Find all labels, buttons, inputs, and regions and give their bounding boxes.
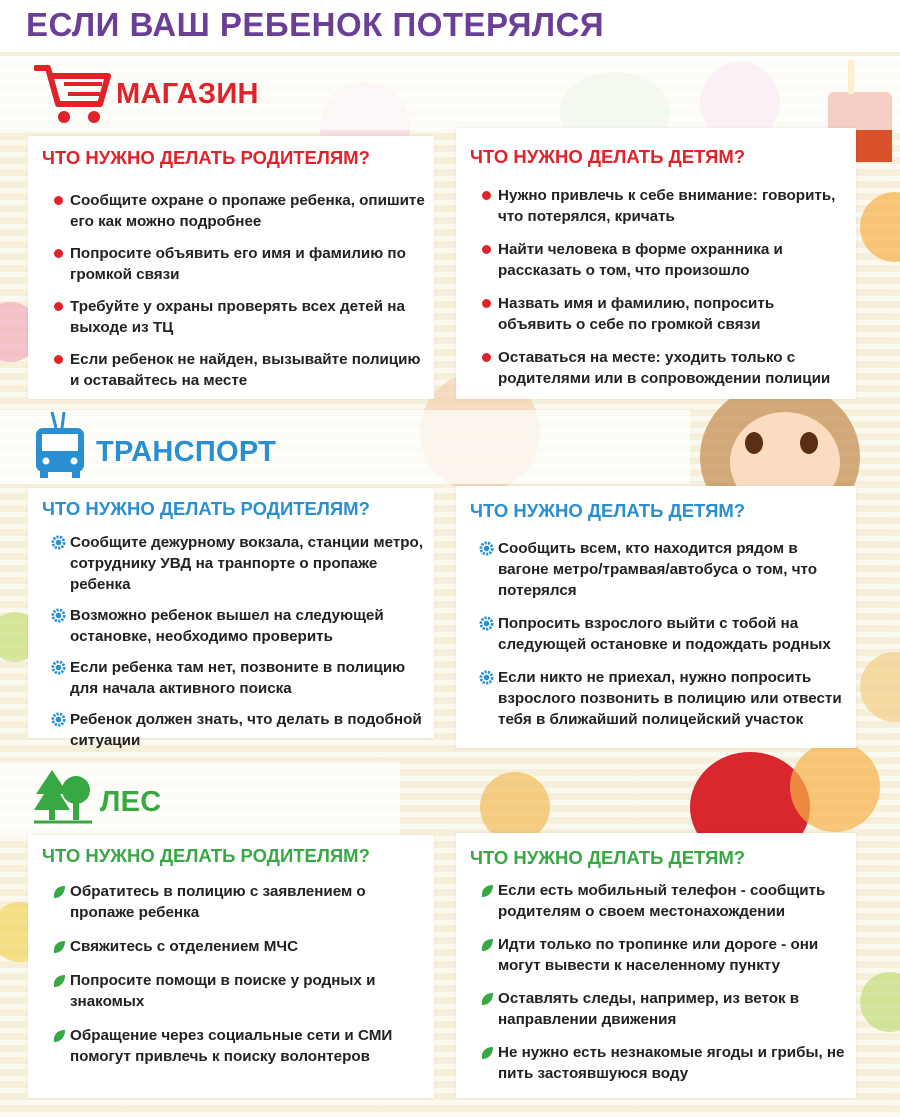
list-item: Не нужно есть незнакомые ягоды и грибы, не пить застоявшуюся воду — [480, 1042, 852, 1084]
page-title: ЕСЛИ ВАШ РЕБЕНОК ПОТЕРЯЛСЯ — [26, 6, 605, 43]
list-item: Попросить взрослого выйти с тобой на следующей остановке и подождать родных — [480, 613, 852, 655]
bullet-dot-icon — [54, 249, 63, 258]
forest-parents-list — [52, 881, 430, 1067]
leaf-bullet-icon — [52, 1028, 66, 1042]
list-item: Если ребенок не найден, вызывайте полицию и оставайтесь на месте — [52, 349, 430, 391]
trolleybus-icon — [34, 410, 86, 480]
bullet-dot-icon — [54, 302, 63, 311]
gear-bullet-icon — [51, 608, 66, 623]
leaf-bullet-icon — [480, 937, 494, 951]
transport-parents-heading: ЧТО НУЖНО ДЕЛАТЬ РОДИТЕЛЯМ? — [42, 498, 370, 519]
shop-parents-card — [28, 136, 434, 399]
list-item: Попросите объявить его имя и фамилию по громкой связи — [52, 243, 430, 285]
leaf-bullet-icon — [52, 884, 66, 898]
list-item: Возможно ребенок вышел на следующей остановке, необходимо проверить — [52, 605, 430, 647]
shop-kids-card — [456, 128, 856, 399]
gear-bullet-icon — [479, 670, 494, 685]
leaf-bullet-icon — [52, 939, 66, 953]
section-transport-label: ТРАНСПОРТ — [96, 436, 277, 468]
transport-kids-card — [456, 486, 856, 748]
list-item: Если ребенка там нет, позвоните в полицию для начала активного поиска — [52, 657, 430, 699]
gear-bullet-icon — [51, 660, 66, 675]
list-item: Найти человека в форме охранника и рассказать о том, что произошло — [480, 239, 852, 281]
list-item: Обращение через социальные сети и СМИ помогут привлечь к поиску волонтеров — [52, 1025, 430, 1067]
title-bar — [0, 0, 900, 52]
shopping-cart-icon — [34, 62, 112, 126]
list-item: Если есть мобильный телефон - сообщить родителям о своем местонахождении — [480, 880, 852, 922]
transport-kids-heading: ЧТО НУЖНО ДЕЛАТЬ ДЕТЯМ? — [470, 500, 746, 521]
forest-kids-heading: ЧТО НУЖНО ДЕЛАТЬ ДЕТЯМ? — [470, 847, 746, 868]
forest-parents-card — [28, 835, 434, 1098]
forest-parents-heading: ЧТО НУЖНО ДЕЛАТЬ РОДИТЕЛЯМ? — [42, 845, 370, 866]
list-item: Обратитесь в полицию с заявлением о пропаже ребенка — [52, 881, 430, 923]
leaf-bullet-icon — [480, 1045, 494, 1059]
list-item: Оставлять следы, например, из веток в направлении движения — [480, 988, 852, 1030]
bullet-dot-icon — [482, 353, 491, 362]
forest-kids-list — [480, 880, 852, 1084]
list-item: Идти только по тропинке или дороге - они могут вывести к населенному пункту — [480, 934, 852, 976]
transport-kids-list — [480, 538, 852, 730]
section-shop-header — [0, 56, 900, 130]
section-shop-label: МАГАЗИН — [116, 78, 259, 110]
gear-bullet-icon — [479, 616, 494, 631]
shop-kids-list — [480, 185, 852, 389]
list-item: Сообщите дежурному вокзала, станции метро, сотруднику УВД на транпорте о пропаже ребенка — [52, 532, 430, 595]
gear-bullet-icon — [51, 712, 66, 727]
list-item: Оставаться на месте: уходить только с родителями или в сопровождении полиции — [480, 347, 852, 389]
list-item: Свяжитесь с отделением МЧС — [52, 936, 430, 957]
list-item: Если никто не приехал, нужно попросить взрослого позвонить в полицию или отвести тебя в ближайший полицейский участок — [480, 667, 852, 730]
section-transport-header — [0, 410, 690, 484]
section-forest-label: ЛЕС — [100, 786, 162, 818]
bullet-dot-icon — [482, 245, 491, 254]
forest-icon — [34, 766, 92, 826]
list-item: Требуйте у охраны проверять всех детей на выходе из ТЦ — [52, 296, 430, 338]
list-item: Сообщите охране о пропаже ребенка, опишите его как можно подробнее — [52, 190, 430, 232]
bullet-dot-icon — [482, 191, 491, 200]
leaf-bullet-icon — [480, 883, 494, 897]
shop-parents-list — [52, 190, 430, 391]
section-forest-header — [0, 762, 400, 836]
list-item: Сообщить всем, кто находится рядом в вагоне метро/трамвая/автобуса о том, что потерялся — [480, 538, 852, 601]
forest-kids-card — [456, 833, 856, 1098]
shop-parents-heading: ЧТО НУЖНО ДЕЛАТЬ РОДИТЕЛЯМ? — [42, 147, 370, 168]
gear-bullet-icon — [51, 535, 66, 550]
list-item: Ребенок должен знать, что делать в подобной ситуации — [52, 709, 430, 751]
leaf-bullet-icon — [52, 973, 66, 987]
transport-parents-list — [52, 532, 430, 751]
gear-bullet-icon — [479, 541, 494, 556]
bullet-dot-icon — [482, 299, 491, 308]
list-item: Назвать имя и фамилию, попросить объявить о себе по громкой связи — [480, 293, 852, 335]
transport-parents-card — [28, 488, 434, 749]
list-item: Нужно привлечь к себе внимание: говорить, что потерялся, кричать — [480, 185, 852, 227]
bullet-dot-icon — [54, 355, 63, 364]
bullet-dot-icon — [54, 196, 63, 205]
leaf-bullet-icon — [480, 991, 494, 1005]
shop-kids-heading: ЧТО НУЖНО ДЕЛАТЬ ДЕТЯМ? — [470, 146, 746, 167]
list-item: Попросите помощи в поиске у родных и знакомых — [52, 970, 430, 1012]
